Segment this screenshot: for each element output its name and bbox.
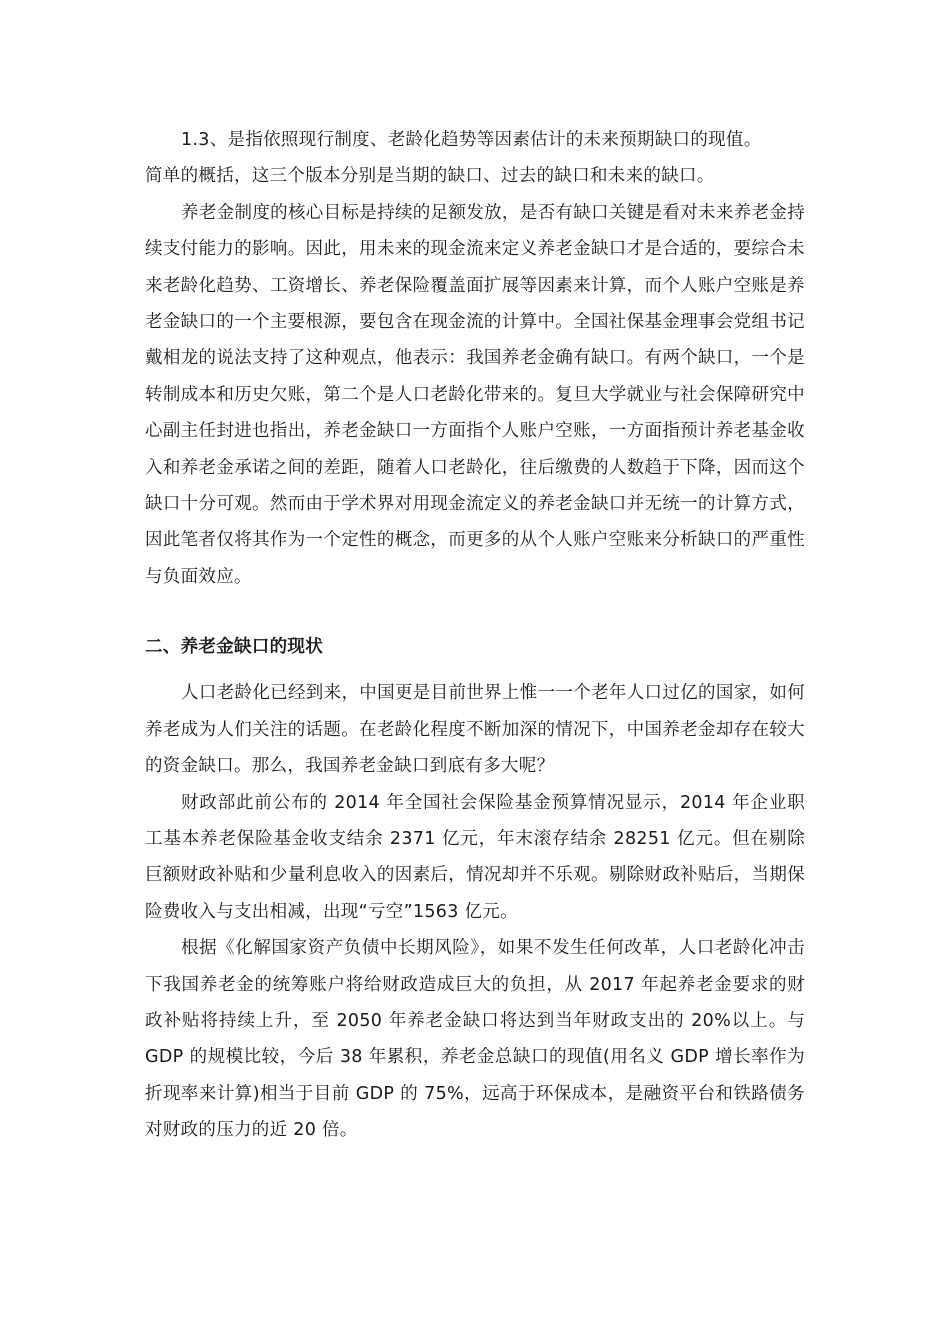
paragraph-ministry-of-finance: 财政部此前公布的 2014 年全国社会保险基金预算情况显示，2014 年企业职工基本养老保险基金收支结余 2371 亿元，年末滚存结余 28251 亿元。但在剔除巨额财政补贴和少量利息收入的因素后，情况却并不乐观。剔除财政补贴后，当期保险费收入与支出相减，出现“亏空”1563 亿元。 xyxy=(145,792,805,922)
paragraph-core-goal: 养老金制度的核心目标是持续的足额发放，是否有缺口关键是看对未来养老金持续支付能力的影响。因此，用未来的现金流来定义养老金缺口才是合适的，要综合未来老龄化趋势、工资增长、养老保险覆盖面扩展等因素来计算，而个人账户空账是养老金缺口的一个主要根源，要包含在现金流的计算中。全国社保基金理事会党组书记戴相龙的说法支持了这种观点，他表示：我国养老金确有缺口。有两个缺口，一个是转制成本和历史欠账，第二个是人口老龄化带来的。复旦大学就业与社会保障研究中心副主任封进也指出，养老金缺口一方面指个人账户空账，一方面指预计养老基金收入和养老金承诺之间的差距，随着人口老龄化，往后缴费的人数趋于下降，因而这个缺口十分可观。然而由于学术界对用现金流定义的养老金缺口并无统一的计算方式，因此笔者仅将其作为一个定性的概念，而更多的从个人账户空账来分析缺口的严重性与负面效应。 xyxy=(145,202,805,587)
section-heading: 二、养老金缺口的现状 xyxy=(145,637,323,658)
paragraph-aging: 人口老龄化已经到来，中国更是目前世界上惟一一个老年人口过亿的国家，如何养老成为人们关注的话题。在老龄化程度不断加深的情况下，中国养老金却存在较大的资金缺口。那么，我国养老金缺口到底有多大呢？ xyxy=(145,683,805,777)
paragraph-definition-1-3: 1.3、是指依照现行制度、老龄化趋势等因素估计的未来预期缺口的现值。 xyxy=(181,130,762,150)
paragraph-summary: 简单的概括，这三个版本分别是当期的缺口、过去的缺口和未来的缺口。 xyxy=(145,166,715,187)
paragraph-long-term-risk: 根据《化解国家资产负债中长期风险》，如果不发生任何改革，人口老龄化冲击下我国养老金的统筹账户将给财政造成巨大的负担，从 2017 年起养老金要求的财政补贴将持续上升，至 2050 年养老金缺口将达到当年财政支出的 20%以上。与 GDP 的规模比较，今后 38 年累积，养老金总缺口的现值(用名义 GDP 增长率作为折现率来计算)相当于目前 GDP 的 75%，远高于环保成本，是融资平台和铁路债务对财政的压力的近 20 倍。 xyxy=(145,938,805,1141)
document-body xyxy=(145,122,805,1149)
